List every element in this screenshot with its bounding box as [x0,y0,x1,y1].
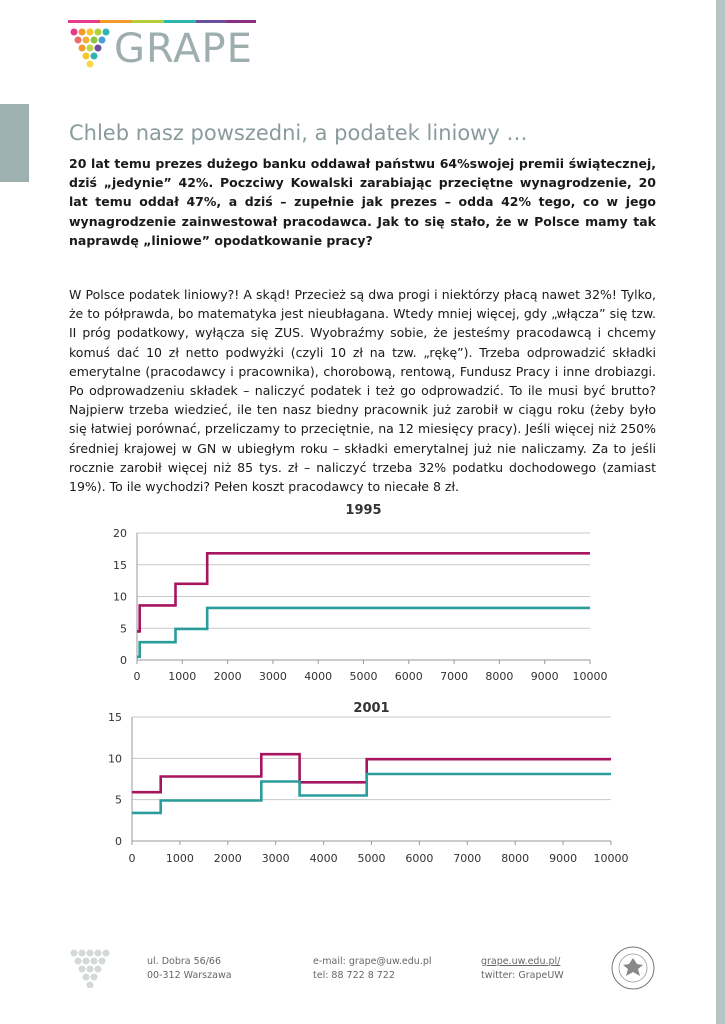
y-tick-label: 5 [115,793,122,807]
x-tick-label: 1000 [165,852,194,865]
x-tick-label: 8000 [485,670,514,683]
body-paragraph: W Polsce podatek liniowy?! A skąd! Przecież są dwa progi i niektórzy płacą nawet 32%! Tylko, że to półprawda, bo matematyka jest nieubłagana. Wtedy mniej więcej, gdy „włącza” się tzw. II próg podatkowy, wyłącza się ZUS. Wyobraźmy sobie, że jesteśmy pracodawcą i chcemy komuś dać 10 zł netto podwyżki (czyli 10 zł na tzw. „rękę”). Trzeba odprowadzić składki emerytalne (pracodawcy i pracownika), chorobową, rentową, Fundusz Pracy i inne drobiazgi. Po odprowadzeniu składek – naliczyć podatek i też go odprowadzić. To ile musi być brutto? Najpierw trzeba wiedzieć, ile ten nasz biedny pracownik już zarobił w ciągu roku (żeby było się łatwiej porównać, przeliczamy to przeciętnie, na 12 miesięcy pracy). Jeśli więcej niż 250% średniej krajowej w GN w ubiegłym roku – składki emerytalnej już nie naliczamy. Za to jeśli rocznie zarobił więcej niż 85 tys. zł – naliczyć trzeba 32% podatku dochodowego (zamiast 19%). To ile wychodzi? Pełen koszt pracodawcy to niecałe 8 zł. [69,287,656,495]
y-tick-label: 10 [113,590,127,604]
x-tick-label: 6000 [394,670,423,683]
y-tick-label: 20 [113,527,127,540]
footer-address-line1: ul. Dobra 56/66 [147,956,221,967]
chart-2001 [100,695,630,870]
x-tick-label: 2000 [213,852,242,865]
brand-name: GRAPE [114,26,253,72]
chart-title: 2001 [353,701,390,716]
x-tick-label: 2000 [213,670,242,683]
x-tick-label: 4000 [304,670,333,683]
x-tick-label: 9000 [549,852,578,865]
y-tick-label: 10 [108,752,122,766]
lead-paragraph: 20 lat temu prezes dużego banku oddawał państwu 64%swojej premii świątecznej, dziś „jedynie” 42%. Poczciwy Kowalski zarabiając przeciętne wynagrodzenie, 20 lat temu oddał 47%, a dziś – zupełnie jak prezes – odda 42% tego, co w jego wynagrodzenie zainwestował pracodawca. Jak to się stało, że w Polsce mamy tak naprawdę „liniowe” opodatkowanie pracy? [69,156,656,248]
y-tick-label: 15 [108,711,122,724]
x-tick-label: 3000 [261,852,290,865]
x-tick-label: 6000 [405,852,434,865]
x-tick-label: 1000 [168,670,197,683]
x-tick-label: 0 [133,670,141,683]
y-tick-label: 0 [115,835,122,848]
chart-1995 [100,498,610,688]
page-edge-strip [716,0,725,1024]
grape-cluster-icon [68,27,114,69]
footer-address-line2: 00-312 Warszawa [147,970,232,981]
x-tick-label: 9000 [530,670,559,683]
y-tick-label: 0 [120,654,127,667]
page-title: Chleb nasz powszedni, a podatek liniowy … [69,121,528,145]
x-tick-label: 8000 [501,852,530,865]
footer-address [147,955,232,983]
university-seal-icon [610,945,656,991]
x-tick-label: 0 [128,852,136,865]
grape-footer-icon [68,948,112,988]
footer-website-link[interactable]: grape.uw.edu.pl/ [481,956,561,967]
x-tick-label: 10000 [572,670,608,683]
x-tick-label: 5000 [357,852,386,865]
x-tick-label: 7000 [453,852,482,865]
y-tick-label: 5 [120,622,127,636]
y-tick-label: 15 [113,558,127,572]
footer-phone: tel: 88 722 8 722 [313,970,395,981]
side-tab-decoration [0,104,29,182]
series-line-teal [132,774,611,813]
footer-twitter[interactable]: twitter: GrapeUW [481,970,564,981]
footer-email[interactable]: e-mail: grape@uw.edu.pl [313,956,432,967]
chart-title: 1995 [345,503,382,518]
x-tick-label: 7000 [440,670,469,683]
x-tick-label: 4000 [309,852,338,865]
x-tick-label: 10000 [593,852,629,865]
footer-links [481,955,564,983]
x-tick-label: 3000 [258,670,287,683]
footer-contact [313,955,432,983]
series-line-teal [137,608,590,657]
x-tick-label: 5000 [349,670,378,683]
